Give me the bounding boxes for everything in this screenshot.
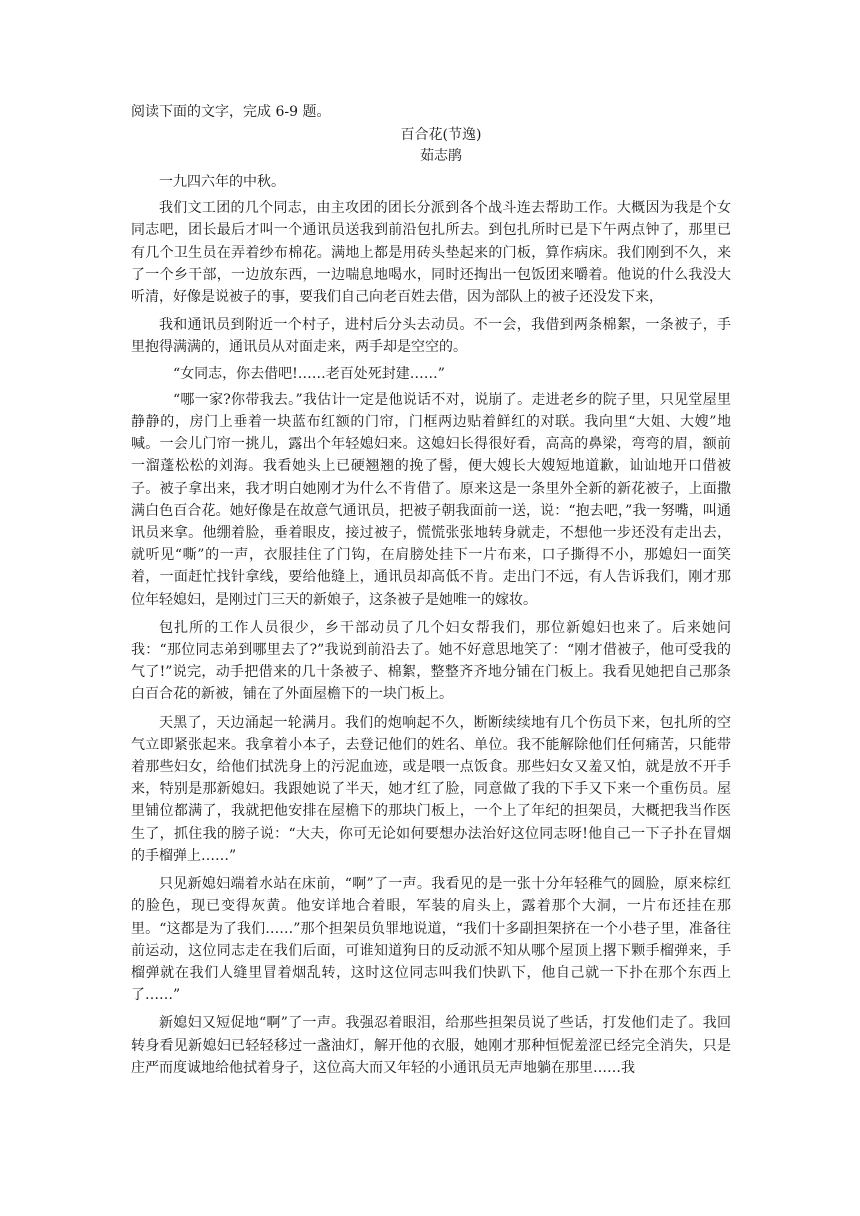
paragraph-2: 我们文工团的几个同志，由主攻团的团长分派到各个战斗连去帮助工作。大概因为我是个女同志吧，团长最后才叫一个通讯员送我到前沿包扎所去。到包扎所时已是下午两点钟了，那里已有几个卫生员在弄着纱布棉花。满地上都是用砖头垫起来的门板，算作病床。我们刚到不久，来了一个乡干部，一边放东西，一边喘息地喝水，同时还掏出一包饭团来嚼着。他说的什么我没大听清，好像是说被子的事，要我们自己向老百姓去借，因为部队上的被子还没发下来， [131, 200, 731, 306]
article-title: 百合花(节逸) [400, 127, 482, 143]
paragraph-8: 只见新媳妇端着水站在床前，“啊”了一声。我看见的是一张十分年轻稚气的圆脸，原来棕红的脸色，现已变得灰黄。他安详地合着眼，军装的肩头上，露着那个大洞，一片布还挂在那里。“这都是为了我们……”那个担架员负罪地说道，“我们十多副担架挤在一个小巷子里，准备往前运动，这位同志走在我们后面，可谁知道狗日的反动派不知从哪个屋顶上撂下颗手榴弹来，手榴弹就在我们人缝里冒着烟乱转，这时这位同志叫我们快趴下，他自己就一下扑在那个东西上了……” [131, 876, 731, 1004]
paragraph-9: 新媳妇又短促地“啊”了一声。我强忍着眼泪，给那些担架员说了些话，打发他们走了。我回转身看见新媳妇已轻轻移过一盏油灯，解开他的衣服，她刚才那种恒怩羞涩已经完全消失，只是庄严而度诚地给他拭着身子，这位高大而又年轻的小通讯员无声地躺在那里……我 [131, 1015, 731, 1076]
paragraph-7: 天黑了，天边涌起一轮满月。我们的炮响起不久，断断续续地有几个伤员下来，包扎所的空气立即紧张起来。我拿着小本子，去登记他们的姓名、单位。我不能解除他们任何痛苦，只能带着那些妇女，给他们拭洗身上的污泥血迹，或是喂一点饭食。那些妇女又羞又怕，就是放不开手来，特别是那新媳妇。我跟她说了半天，她才红了脸，同意做了我的下手又下来一个重伤员。屋里铺位都满了，我就把他安排在屋檐下的那块门板上，一个上了年纪的担架员，大概把我当作医生了，抓住我的膀子说：“大夫，你可无论如何要想办法治好这位同志呀!他自己一下子扑在冒烟的手榴弹上……” [131, 714, 731, 864]
paragraph-6: 包扎所的工作人员很少，乡干部动员了几个妇女帮我们，那位新媳妇也来了。后来她问我：“那位同志弟到哪里去了?”我说到前沿去了。她不好意思地笑了：“刚才借被子，他可受我的气了!”说完，动手把借来的几十条被子、棉絮，整整齐齐地分铺在门板上。我看见她把自己那条白百合花的新被，铺在了外面屋檐下的一块门板上。 [131, 619, 731, 703]
paragraph-4: “女同志，你去借吧!……老百处死封建……” [173, 365, 445, 382]
article-author: 茹志鹃 [420, 148, 462, 164]
instruction-text: 阅读下面的文字，完成 6-9 题。 [131, 104, 331, 120]
document-page [131, 102, 731, 1079]
paragraph-3: 我和通讯员到附近一个村子，进村后分头去动员。不一会，我借到两条棉絮，一条被子，手里抱得满满的，通讯员从对面走来，两手却是空空的。 [131, 317, 731, 356]
paragraph-1: 一九四六年的中秋。 [159, 174, 285, 190]
paragraph-5: “哪一家?你带我去。”我估计一定是他说话不对，说崩了。走进老乡的院子里，只见堂屋里静静的，房门上垂着一块蓝布红额的门帘，门框两边贴着鲜红的对联。我向里“大姐、大嫂”地喊。一会儿门帘一挑儿，露出个年轻媳妇来。这媳妇长得很好看，高高的鼻梁，弯弯的眉，额前一溜蓬松松的刘海。我看她头上已硬翘翘的挽了髻，便大嫂长大嫂短地道歉，讪讪地开口借被子。被子拿出来，我才明白她刚才为什么不肯借了。原来这是一条里外全新的新花被子，上面撒满白色百合花。她好像是在故意气通讯员，把被子朝我面前一送，说：“抱去吧，”我一努嘴，叫通讯员来拿。他绷着脸，垂着眼皮，接过被子，慌慌张张地转身就走，不想他一步还没有走出去，就听见“嘶”的一声，衣服挂住了门钩，在肩膀处挂下一片布来，口子撕得不小，那媳妇一面笑着，一面赶忙找针拿线，要给他缝上，通讯员却高低不肯。走出门不远，有人告诉我们，刚才那位年轻媳妇，是刚过门三天的新娘子，这条被子是她唯一的嫁妆。 [131, 391, 731, 608]
